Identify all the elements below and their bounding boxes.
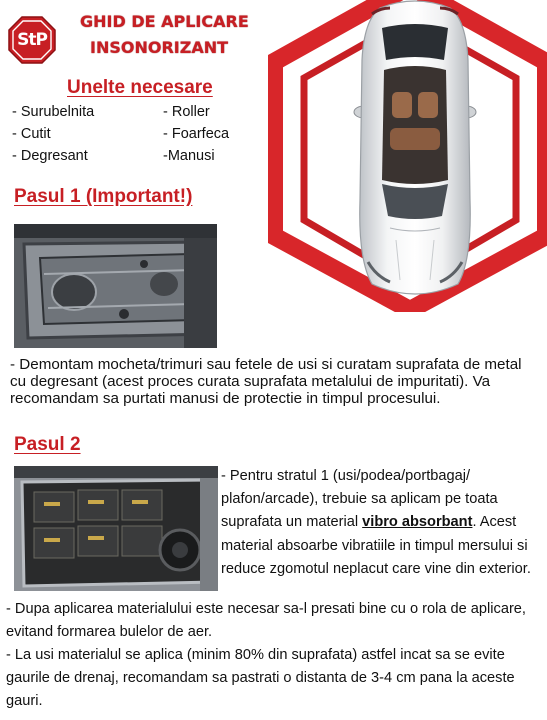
step2-notes: [6, 598, 542, 713]
tool-item: - Foarfeca: [163, 126, 230, 142]
step2-title: Pasul 2: [14, 434, 81, 455]
tool-item: -Manusi: [163, 148, 215, 164]
tool-item: - Roller: [163, 104, 210, 120]
tools-title: Unelte necesare: [67, 77, 213, 98]
tool-item: - Surubelnita: [12, 104, 95, 120]
door-damping-photo-image: [14, 466, 218, 591]
step2-note-drainage: - La usi materialul se aplica (minim 80% din suprafata) astfel incat sa se evite gaurile de drenaj, recomandam sa pastrati o distanta de 3-4 cm pana la aceste gauri.: [6, 647, 515, 709]
car-top-view-image: [350, 0, 480, 300]
tool-item: - Degresant: [12, 148, 88, 164]
logo-text: StP: [17, 30, 47, 50]
door-panel-photo-image: [14, 224, 217, 348]
step2-text-after: . Acest material absoarbe vibratiile in timpul mersului si reduce zgomotul neplacut care vine din exterior.: [221, 514, 531, 577]
tool-item: - Cutit: [12, 126, 51, 142]
step2-text: [221, 465, 539, 581]
header-title-line1: GHID DE APLICARE: [80, 12, 249, 31]
vibro-absorbant-highlight: vibro absorbant: [362, 514, 473, 531]
header-title-line2: INSONORIZANT: [90, 38, 229, 57]
step1-title: Pasul 1 (Important!): [14, 186, 193, 207]
step1-text: - Demontam mocheta/trimuri sau fetele de usi si curatam suprafata de metal cu degresant (acest proces curata suprafata metalului de impuritati). Va recomandam sa purtati manusi de protectie in timpul procesului.: [10, 356, 522, 407]
step2-note-pressing: - Dupa aplicarea materialului este necesar sa-l presati bine cu o rola de aplicare, evitand formarea bulelor de aer.: [6, 601, 526, 640]
step2-text-before: - Pentru stratul 1 (usi/podea/portbagaj/ plafon/arcade), trebuie sa aplicam pe toata suprafata un material: [221, 468, 498, 531]
